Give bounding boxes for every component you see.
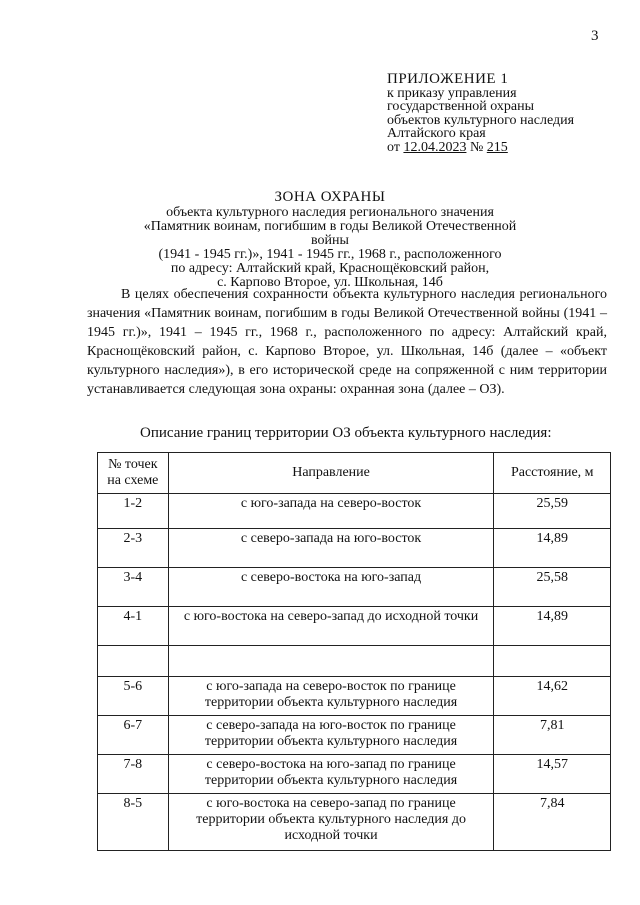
header-distance: Расстояние, м [494, 453, 611, 494]
date-prefix: от [387, 139, 400, 155]
table-row [98, 677, 611, 716]
table-row [98, 646, 611, 677]
cell-direction: с юго-запада на северо-восток [168, 494, 494, 529]
cell-distance: 7,84 [494, 794, 611, 851]
table-row [98, 794, 611, 851]
header-direction: Направление [168, 453, 494, 494]
cell-distance: 7,81 [494, 716, 611, 755]
cell-points: 5-6 [98, 677, 169, 716]
title-line: объекта культурного наследия регионального значения [166, 205, 494, 220]
cell-distance [494, 646, 611, 677]
table-row [98, 755, 611, 794]
table-caption: Описание границ территории ОЗ объекта культурного наследия: [140, 425, 552, 441]
order-date: 12.04.2023 [403, 139, 467, 155]
appendix-line: государственной охраны [387, 99, 535, 114]
cell-points: 8-5 [98, 794, 169, 851]
cell-distance: 14,89 [494, 529, 611, 568]
cell-direction: с юго-востока на северо-запад по границе территории объекта культурного наследия до исходной точки [168, 794, 494, 851]
cell-points: 2-3 [98, 529, 169, 568]
body-paragraph: В целях обеспечения сохранности объекта культурного наследия регионального значения «Памятник воинам, погибшим в годы Великой Отечественной войны (1941 – 1945 гг.)», 1941 – 1945 гг., 1968 г., расположенного по адресу: Алтайский край, Краснощёковский район, с. Карпово Второе, ул. Школьная, 14б (далее – «объект культурного наследия»), в его исторической среде на сопряженной с ним территории устанавливается следующая зона охраны: охранная зона (далее – ОЗ). [87, 287, 607, 397]
cell-points: 6-7 [98, 716, 169, 755]
table-header-row [98, 453, 611, 494]
table-row [98, 494, 611, 529]
cell-points [98, 646, 169, 677]
appendix-heading: ПРИЛОЖЕНИЕ 1 [387, 71, 509, 87]
cell-points: 3-4 [98, 568, 169, 607]
title-line: с. Карпово Второе, ул. Школьная, 14б [217, 275, 443, 290]
page-number: 3 [591, 28, 599, 44]
document-title: ЗОНА ОХРАНЫ [274, 189, 386, 205]
cell-distance: 25,59 [494, 494, 611, 529]
table-row [98, 607, 611, 646]
cell-points: 4-1 [98, 607, 169, 646]
cell-distance: 14,57 [494, 755, 611, 794]
title-line: по адресу: Алтайский край, Краснощёковский район, [170, 261, 490, 276]
order-number: 215 [486, 139, 508, 155]
cell-direction: с северо-запада на юго-восток [168, 529, 494, 568]
appendix-block [387, 73, 627, 154]
cell-direction: с северо-востока на юго-запад [168, 568, 494, 607]
title-line: «Памятник воинам, погибшим в годы Великой Отечественной войны [143, 219, 517, 248]
number-prefix: № [469, 139, 484, 155]
appendix-line: к приказу управления [387, 85, 517, 101]
appendix-date-line [387, 141, 627, 155]
boundary-table [97, 452, 611, 851]
title-line: (1941 - 1945 гг.)», 1941 - 1945 гг., 1968 г., расположенного [158, 247, 502, 262]
cell-direction: с северо-востока на юго-запад по границе территории объекта культурного наследия [168, 755, 494, 794]
appendix-line: Алтайского края [387, 126, 486, 141]
cell-direction: с юго-востока на северо-запад до исходной точки [168, 607, 494, 646]
table-row [98, 568, 611, 607]
cell-distance: 14,62 [494, 677, 611, 716]
cell-direction: с северо-запада на юго-восток по границе территории объекта культурного наследия [168, 716, 494, 755]
cell-distance: 25,58 [494, 568, 611, 607]
table-row [98, 529, 611, 568]
cell-points: 1-2 [98, 494, 169, 529]
table-row [98, 716, 611, 755]
cell-direction [168, 646, 494, 677]
cell-distance: 14,89 [494, 607, 611, 646]
cell-points: 7-8 [98, 755, 169, 794]
appendix-line: объектов культурного наследия [387, 112, 575, 128]
header-points: № точек на схеме [98, 453, 169, 494]
cell-direction: с юго-запада на северо-восток по границе территории объекта культурного наследия [168, 677, 494, 716]
title-block [130, 190, 530, 290]
